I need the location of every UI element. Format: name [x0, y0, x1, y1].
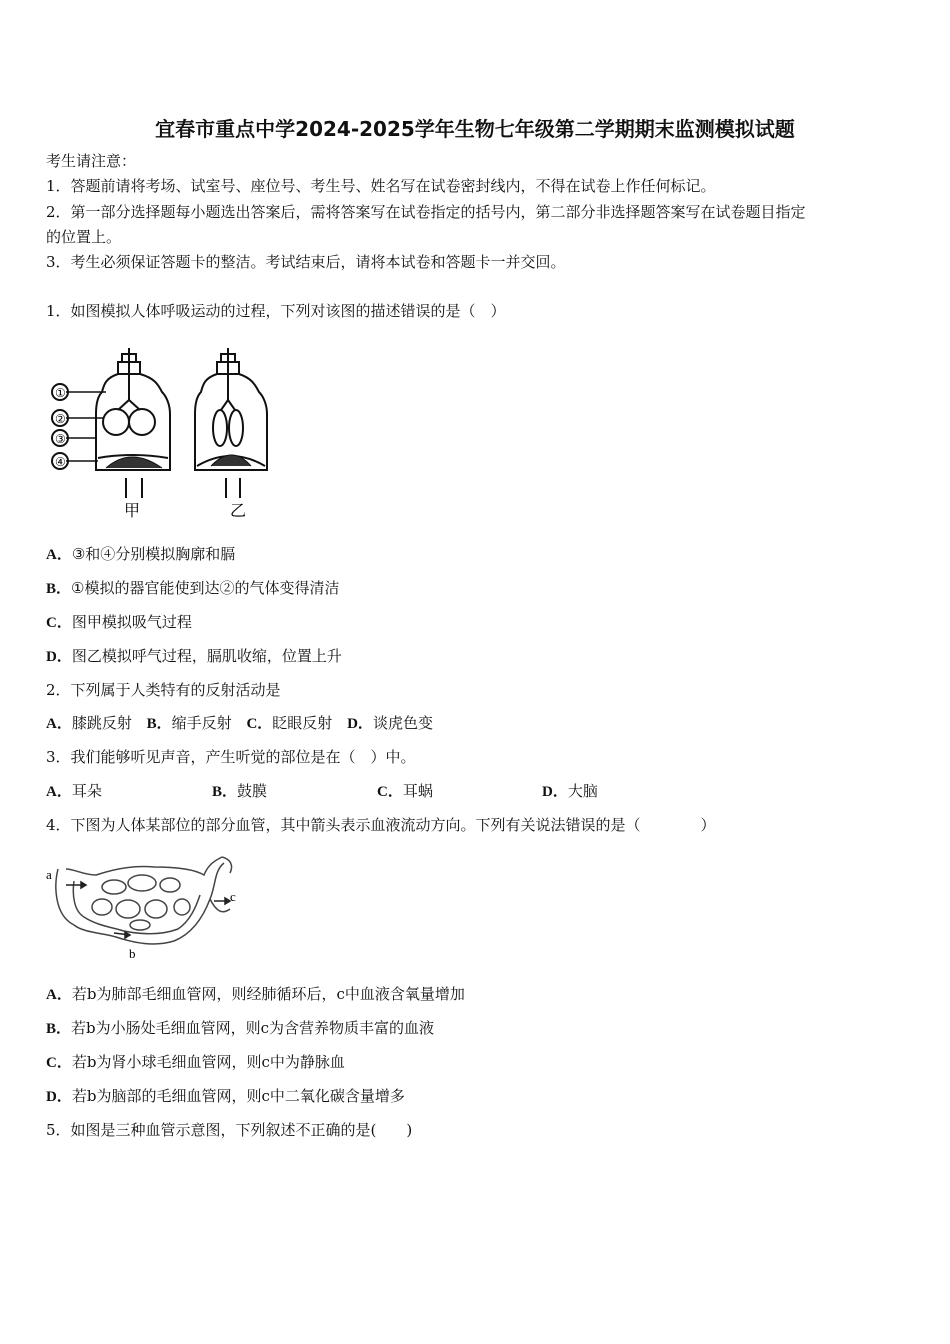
q1-label-3: ③ — [55, 432, 66, 446]
page-title: 宜春市重点中学2024-2025学年生物七年级第二学期期末监测模拟试题 — [155, 117, 795, 141]
notice-item-1: 1．答题前请将考场、试室号、座位号、考生号、姓名写在试卷密封线内，不得在试卷上作任何标记。 — [46, 177, 716, 195]
notice-item-2: 2．第一部分选择题每小题选出答案后，需将答案写在试卷指定的括号内，第二部分非选择题答案写在试卷题目指定 — [46, 203, 806, 221]
q1-option-b: B．①模拟的器官能使到达②的气体变得清洁 — [46, 579, 340, 597]
q4-option-a: A．若b为肺部毛细血管网，则经肺循环后，c中血液含氧量增加 — [46, 985, 465, 1003]
q4-option-d: D．若b为脑部的毛细血管网，则c中二氧化碳含量增多 — [46, 1087, 405, 1105]
q1-label-2: ② — [55, 412, 66, 426]
q1-breathing-model-figure — [46, 348, 286, 523]
q4-label-c: c — [230, 889, 236, 904]
notice-heading: 考生请注意： — [46, 152, 137, 170]
q3-option-d: D．大脑 — [542, 782, 598, 800]
q1-stem: 1．如图模拟人体呼吸运动的过程，下列对该图的描述错误的是（ ） — [46, 302, 506, 320]
q3-option-b: B．鼓膜 — [212, 782, 268, 800]
q1-label-yi: 乙 — [230, 503, 247, 520]
q1-label-4: ④ — [55, 455, 66, 469]
q1-option-a: A．③和④分别模拟胸廓和膈 — [46, 545, 236, 563]
q4-option-c: C．若b为肾小球毛细血管网，则c中为静脉血 — [46, 1053, 345, 1071]
q3-option-c: C．耳蜗 — [377, 782, 433, 800]
notice-item-3: 3．考生必须保证答题卡的整洁。考试结束后，请将本试卷和答题卡一并交回。 — [46, 253, 566, 271]
q4-label-b: b — [129, 946, 136, 961]
q1-option-d: D．图乙模拟呼气过程，膈肌收缩，位置上升 — [46, 647, 342, 665]
q5-stem: 5．如图是三种血管示意图，下列叙述不正确的是( ) — [46, 1121, 413, 1139]
notice-item-2-cont: 的位置上。 — [46, 228, 122, 246]
q1-label-jia: 甲 — [124, 503, 141, 520]
q4-option-b: B．若b为小肠处毛细血管网，则c为含营养物质丰富的血液 — [46, 1019, 435, 1037]
q3-option-a: A．耳朵 — [46, 782, 102, 800]
q2-stem: 2．下列属于人类特有的反射活动是 — [46, 681, 281, 699]
q4-stem: 4．下图为人体某部位的部分血管，其中箭头表示血液流动方向。下列有关说法错误的是（ ） — [46, 816, 716, 834]
q4-blood-vessel-figure — [44, 855, 244, 965]
q4-label-a: a — [46, 867, 52, 882]
q3-stem: 3．我们能够听见声音，产生听觉的部位是在（ ）中。 — [46, 748, 416, 766]
q1-option-c: C．图甲模拟吸气过程 — [46, 613, 192, 631]
q1-label-1: ① — [55, 386, 66, 400]
q2-options: A．膝跳反射 B．缩手反射 C．眨眼反射 D．谈虎色变 — [46, 714, 433, 732]
